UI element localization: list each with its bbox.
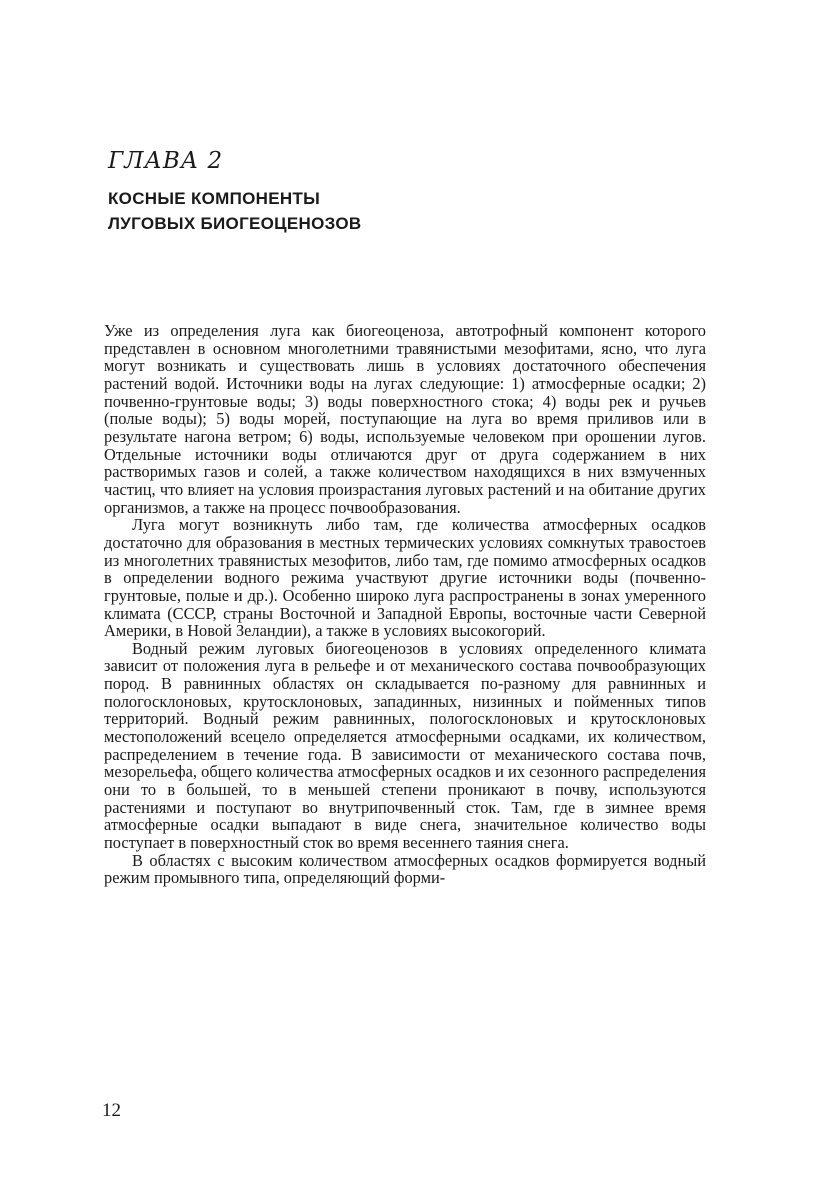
body-text	[104, 322, 706, 887]
chapter-label: ГЛАВА 2	[108, 148, 224, 174]
chapter-title-line-1: КОСНЫЕ КОМПОНЕНТЫ	[108, 189, 321, 208]
paragraph-4: В областях с высоким количеством атмосферных осадков формируется водный режим промывного типа, определяющий форми-	[104, 850, 706, 888]
page-number: 12	[102, 1100, 121, 1121]
chapter-title	[108, 186, 361, 236]
paragraph-2: Луга могут возникнуть либо там, где количества атмосферных осадков достаточно для образования в местных термических условиях сомкнутых травостоев из многолетних травянистых мезофитов, либо там, где помимо атмосферных осадков в определении водного режима участвуют другие источники воды (почвенно-грунтовые, полые и др.). Особенно широко луга распространены в зонах умеренного климата (СССР, страны Восточной и Западной Европы, восточные части Северной Америки, в Новой Зеландии), а также в условиях высокогорий.	[104, 515, 706, 641]
chapter-title-line-2: ЛУГОВЫХ БИОГЕОЦЕНОЗОВ	[108, 214, 362, 233]
paragraph-3: Водный режим луговых биогеоценозов в условиях определенного климата зависит от положения луга в рельефе и от механического состава почвообразующих пород. В равнинных областях он складывается по-разному для равнинных и пологосклоновых, крутосклоновых, западинных, низинных и пойменных типов территорий. Водный режим равнинных, пологосклоновых и крутосклоновых местоположений всецело определяется атмосферными осадками, их количеством, распределением в течение года. В зависимости от механического состава почв, мезорельефа, общего количества атмосферных осадков и их сезонного распределения они то в большей, то в меньшей степени проникают в почву, используются растениями и поступают во внутрипочвенный сток. Там, где в зимнее время атмосферные осадки выпадают в виде снега, значительное количество воды поступает в поверхностный сток во время весеннего таяния снега.	[104, 638, 706, 853]
paragraph-1: Уже из определения луга как биогеоценоза, автотрофный компонент которого представлен в основном многолетними травянистыми мезофитами, ясно, что луга могут возникать и существовать лишь в условиях достаточного обеспечения растений водой. Источники воды на лугах следующие: 1) атмосферные осадки; 2) почвенно-грунтовые воды; 3) воды поверхностного стока; 4) воды рек и ручьев (полые воды); 5) воды морей, поступающие на луга во время приливов или в результате нагона ветром; 6) воды, используемые человеком при орошении лугов. Отдельные источники воды отличаются друг от друга содержанием в них растворимых газов и солей, а также количеством находящихся в них взмученных частиц, что влияет на условия произрастания луговых растений и на обитание других организмов, а также на процесс почвообразования.	[104, 321, 706, 517]
